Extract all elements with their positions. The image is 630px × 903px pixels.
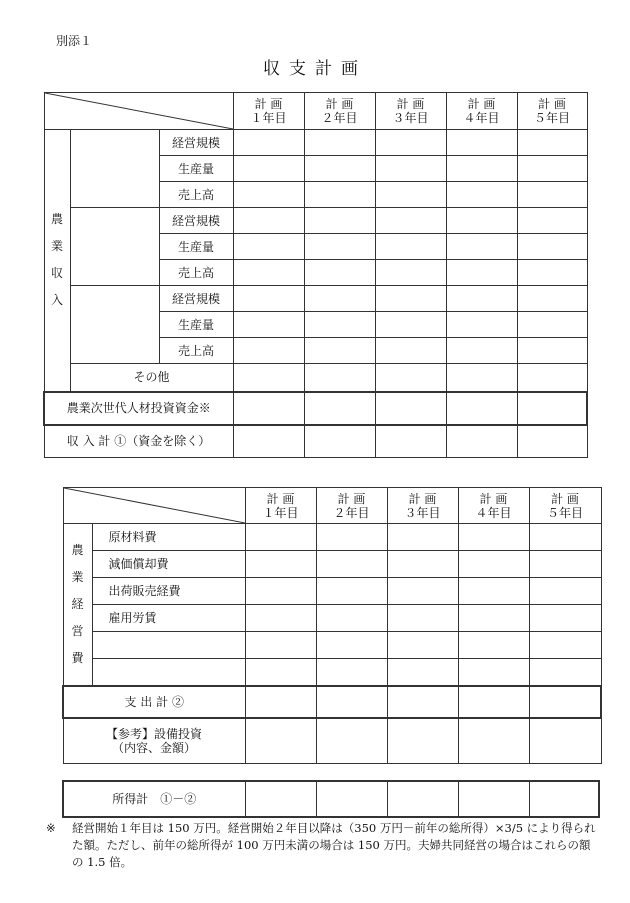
crop-name-cell-2[interactable] bbox=[70, 208, 159, 286]
income-table bbox=[43, 92, 588, 458]
expense-year-header-1: 計 画 １年目 bbox=[245, 488, 316, 524]
expense-item-blank-1[interactable] bbox=[92, 632, 245, 659]
expense-item-shipping: 出荷販売経費 bbox=[92, 578, 245, 605]
item-production-2: 生産量 bbox=[159, 234, 233, 260]
net-income-table bbox=[64, 782, 600, 816]
expense-year-header-4: 計 画 ４年目 bbox=[458, 488, 529, 524]
expense-item-depreciation: 減価償却費 bbox=[92, 551, 245, 578]
expense-total-label: 支 出 計 ② bbox=[63, 686, 245, 718]
equipment-investment-label: 【参考】設備投資 （内容、金額） bbox=[63, 718, 245, 764]
crop-name-cell-3[interactable] bbox=[70, 286, 159, 364]
footnote-text: 経営開始１年目は 150 万円。経営開始２年目以降は（350 万円－前年の総所得）×3/5 により得られた額。ただし、前年の総所得が 100 万円未満の場合は 150 万円。夫婦共同経営の場合はこれらの額の 1.5 倍。 bbox=[72, 821, 596, 869]
item-scale-1: 経営規模 bbox=[159, 130, 233, 156]
income-total-label: 収 入 計 ①（資金を除く） bbox=[44, 425, 233, 458]
attachment-label: 別添１ bbox=[56, 34, 93, 48]
net-income-label: 所得計 ①－② bbox=[64, 782, 245, 816]
expense-year-header-3: 計 画 ３年目 bbox=[387, 488, 458, 524]
item-scale-2: 経営規模 bbox=[159, 208, 233, 234]
item-sales-1: 売上高 bbox=[159, 182, 233, 208]
year-header-3: 計 画 ３年目 bbox=[375, 93, 446, 130]
header-diagonal-cell bbox=[44, 93, 233, 130]
crop-name-cell-1[interactable] bbox=[70, 130, 159, 208]
expense-header-diagonal-cell bbox=[63, 488, 245, 524]
year-header-5: 計 画 ５年目 bbox=[517, 93, 587, 130]
net-income-box bbox=[62, 780, 600, 818]
expense-item-blank-2[interactable] bbox=[92, 659, 245, 686]
footnote bbox=[46, 820, 602, 871]
item-sales-2: 売上高 bbox=[159, 260, 233, 286]
expense-table bbox=[62, 487, 602, 764]
year-header-1: 計 画 １年目 bbox=[233, 93, 304, 130]
expense-item-labor: 雇用労賃 bbox=[92, 605, 245, 632]
expense-item-materials: 原材料費 bbox=[92, 524, 245, 551]
item-production-3: 生産量 bbox=[159, 312, 233, 338]
expense-year-header-5: 計 画 ５年目 bbox=[529, 488, 601, 524]
expense-year-header-2: 計 画 ２年目 bbox=[316, 488, 387, 524]
income-group-label: 農 業 収 入 bbox=[44, 130, 70, 392]
item-sales-3: 売上高 bbox=[159, 338, 233, 364]
year-header-4: 計 画 ４年目 bbox=[446, 93, 517, 130]
grant-label: 農業次世代人材投資資金※ bbox=[44, 392, 233, 425]
item-production-1: 生産量 bbox=[159, 156, 233, 182]
page-title: 収支計画 bbox=[263, 59, 367, 79]
year-header-2: 計 画 ２年目 bbox=[304, 93, 375, 130]
item-scale-3: 経営規模 bbox=[159, 286, 233, 312]
expense-group-label: 農 業 経 営 費 bbox=[63, 524, 92, 686]
footnote-mark: ※ bbox=[46, 821, 56, 835]
other-income-label: その他 bbox=[70, 364, 233, 392]
